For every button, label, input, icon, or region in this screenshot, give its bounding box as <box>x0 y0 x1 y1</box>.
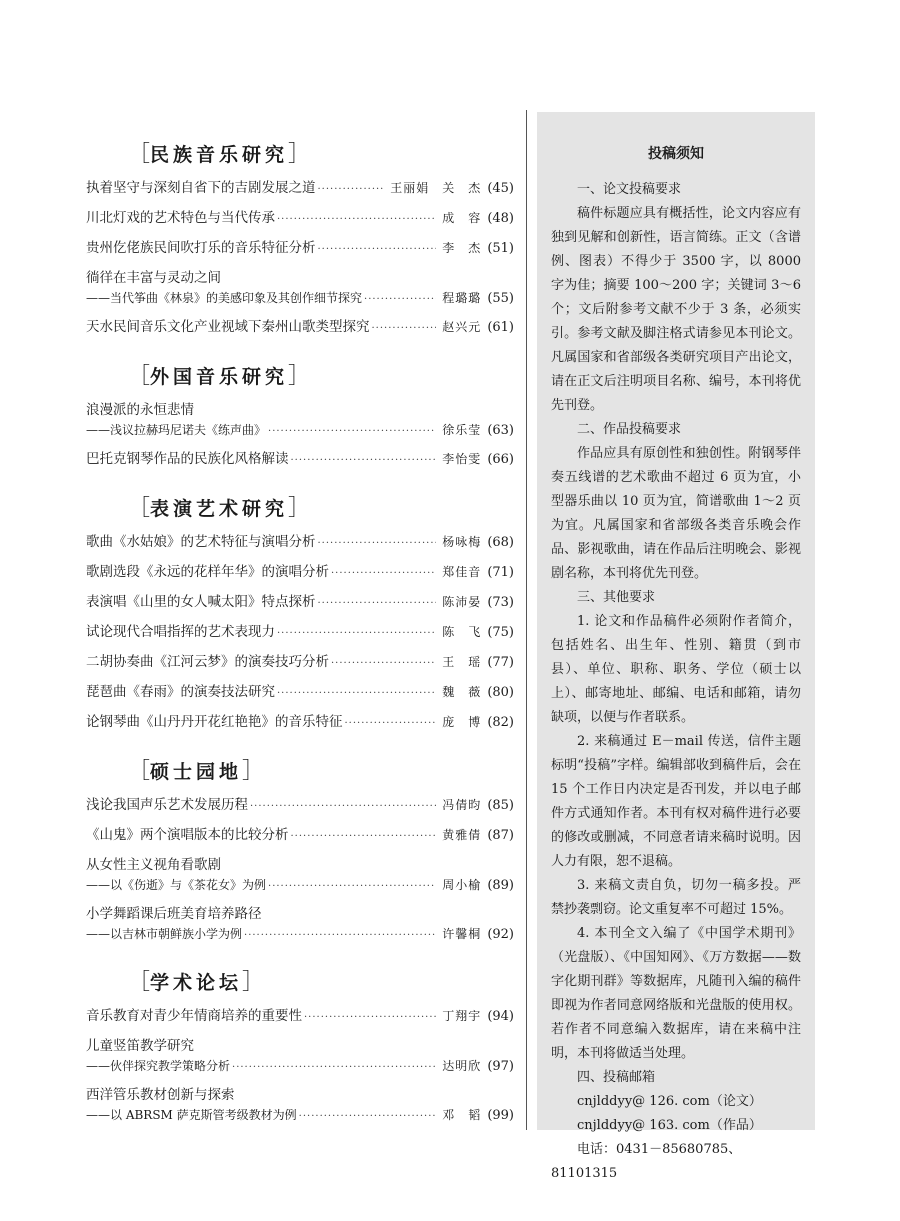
bracket-open-icon: ［ <box>128 496 151 521</box>
leader-dots <box>268 422 436 441</box>
entry-title: 贵州仡佬族民间吹打乐的音乐特征分析 <box>86 240 316 256</box>
entry-author: 冯倩昀 <box>442 798 482 812</box>
notice-heading: 一、论文投稿要求 <box>577 182 682 197</box>
leader-dots <box>268 877 436 896</box>
entry-title: 执着坚守与深刻自省下的吉剧发展之道 <box>86 180 316 196</box>
toc-entry <box>86 1085 514 1125</box>
notice-paragraph: 稿件标题应具有概括性，论文内容应有独到见解和创新性，语言简练。正文（含谱例、图表）不得少于 3500 字，以 8000 字为佳；摘要 100～200 字；关键词 3～6 个；文后附参考文献不少于 3 条，必须实引。参考文献及脚注格式请参见本刊论文。凡属国家和省部级各类研究项目产出论文，请在正文后注明项目名称、编号，本刊将优先刊登。 <box>551 206 801 413</box>
entry-author: 李 杰 <box>442 241 482 255</box>
entry-page: (71) <box>487 565 514 580</box>
leader-dots <box>291 450 437 471</box>
section-title-text: 学术论坛 <box>150 972 243 994</box>
toc-entry <box>86 622 514 643</box>
toc-section <box>86 494 514 733</box>
entry-page: (68) <box>487 535 514 550</box>
section-title-text: 外国音乐研究 <box>150 366 289 388</box>
entry-title: 川北灯戏的艺术特色与当代传承 <box>86 210 275 226</box>
toc-entry <box>86 400 514 440</box>
section-title <box>128 494 514 526</box>
entry-page: (51) <box>487 241 514 256</box>
entry-page: (45) <box>487 181 514 196</box>
section-title <box>128 140 514 172</box>
column-divider <box>526 110 527 1130</box>
leader-dots <box>244 926 436 945</box>
entry-title: 歌剧选段《永远的花样年华》的演唱分析 <box>86 564 329 580</box>
entry-subtitle: ——当代筝曲《林泉》的美感印象及其创作细节探究 <box>86 291 363 305</box>
entry-author: 李怡雯 <box>442 452 482 466</box>
toc-entry <box>86 208 514 229</box>
bracket-open-icon: ［ <box>128 142 151 167</box>
entry-title: 音乐教育对青少年情商培养的重要性 <box>86 1008 302 1024</box>
entry-page: (82) <box>487 715 514 730</box>
entry-author: 达明欣 <box>442 1059 482 1073</box>
leader-dots <box>331 653 436 674</box>
entry-page: (97) <box>487 1059 514 1074</box>
entry-title: 小学舞蹈课后班美育培养路径 <box>86 906 262 922</box>
leader-dots <box>250 796 436 817</box>
leader-dots <box>318 179 385 200</box>
entry-title: 儿童竖笛教学研究 <box>86 1038 194 1054</box>
notice-body <box>551 178 801 1186</box>
leader-dots <box>304 1007 436 1028</box>
toc-entry <box>86 178 514 199</box>
notice-paragraph: 3. 来稿文责自负，切勿一稿多投。严禁抄袭剽窃。论文重复率不可超过 15%。 <box>551 878 801 917</box>
entry-page: (66) <box>487 452 514 467</box>
toc-section <box>86 140 514 338</box>
entry-page: (89) <box>487 878 514 893</box>
entry-page: (80) <box>487 685 514 700</box>
entry-title: 从女性主义视角看歌剧 <box>86 857 221 873</box>
table-of-contents <box>86 140 514 1134</box>
entry-author: 赵兴元 <box>442 320 482 334</box>
entry-author: 郑佳音 <box>442 565 482 579</box>
leader-dots <box>299 1107 437 1126</box>
entry-subtitle: ——浅议拉赫玛尼诺夫《练声曲》 <box>86 423 267 437</box>
notice-paragraph: 2. 来稿通过 E－mail 传送，信件主题标明“投稿”字样。编辑部收到稿件后，会在 15 个工作日内决定是否刊发，并以电子邮件方式通知作者。本刊有权对稿件进行必要的修改或删减，不同意者请来稿时说明。因人力有限，恕不退稿。 <box>551 734 801 869</box>
submission-notice <box>537 112 815 1181</box>
leader-dots <box>277 683 436 704</box>
entry-author: 成 容 <box>442 211 482 225</box>
entry-title: 徜徉在丰富与灵动之间 <box>86 270 221 286</box>
entry-page: (77) <box>487 655 514 670</box>
leader-dots <box>372 318 437 339</box>
notice-contact-line: 电话：0431－85680785、81101315 <box>551 1142 742 1181</box>
bracket-open-icon: ［ <box>128 759 151 784</box>
entry-subtitle: ——以 ABRSM 萨克斯管考级教材为例 <box>86 1108 297 1122</box>
entry-author: 黄雅倩 <box>442 828 482 842</box>
toc-entry <box>86 449 514 470</box>
section-title-text: 表演艺术研究 <box>150 498 289 520</box>
entry-subtitle: ——以《伤逝》与《茶花女》为例 <box>86 878 267 892</box>
bracket-open-icon: ［ <box>128 970 151 995</box>
section-title-text: 硕士园地 <box>150 761 243 783</box>
bracket-close-icon: ］ <box>288 364 311 389</box>
notice-title: 投稿须知 <box>648 146 704 162</box>
entry-page: (63) <box>487 423 514 438</box>
entry-page: (55) <box>487 291 514 306</box>
entry-title: 浅论我国声乐艺术发展历程 <box>86 797 248 813</box>
bracket-open-icon: ［ <box>128 364 151 389</box>
entry-page: (87) <box>487 828 514 843</box>
leader-dots <box>291 826 437 847</box>
entry-title: 试论现代合唱指挥的艺术表现力 <box>86 624 275 640</box>
entry-author: 周小榆 <box>442 878 482 892</box>
toc-entry <box>86 1036 514 1076</box>
notice-paragraph: 4. 本刊全文入编了《中国学术期刊》（光盘版）、《中国知网》、《万方数据——数字化期刊群》等数据库，凡随刊入编的稿件即视为作者同意网络版和光盘版的使用权。若作者不同意编入数据库，请在来稿中注明，本刊将做适当处理。 <box>551 926 801 1061</box>
toc-section <box>86 362 514 470</box>
toc-section <box>86 757 514 944</box>
notice-heading: 四、投稿邮箱 <box>577 1070 656 1085</box>
toc-entry <box>86 532 514 553</box>
entry-author: 陈 飞 <box>442 625 482 639</box>
toc-entry <box>86 592 514 613</box>
entry-page: (85) <box>487 798 514 813</box>
entry-title: 巴托克钢琴作品的民族化风格解读 <box>86 451 289 467</box>
toc-entry <box>86 652 514 673</box>
section-title <box>128 757 514 789</box>
toc-entry <box>86 855 514 895</box>
notice-contact-line: cnjlddyy@ 126. com（论文） <box>577 1094 762 1109</box>
entry-page: (92) <box>487 927 514 942</box>
entry-title: 《山鬼》两个演唱版本的比较分析 <box>86 827 289 843</box>
entry-author: 王 瑶 <box>442 655 482 669</box>
notice-heading: 三、其他要求 <box>577 590 656 605</box>
notice-paragraph: 1. 论文和作品稿件必须附作者简介，包括姓名、出生年、性别、籍贯（到市县）、单位、职称、职务、学位（硕士以上）、邮寄地址、邮编、电话和邮箱，请勿缺项，以便与作者联系。 <box>551 614 801 725</box>
toc-entry <box>86 1006 514 1027</box>
entry-title: 西洋管乐教材创新与探索 <box>86 1087 235 1103</box>
toc-entry <box>86 795 514 816</box>
section-title <box>128 968 514 1000</box>
bracket-close-icon: ］ <box>242 970 265 995</box>
entry-page: (73) <box>487 595 514 610</box>
entry-author: 杨咏梅 <box>442 535 482 549</box>
entry-author: 王丽娟 关 杰 <box>390 181 482 195</box>
toc-entry <box>86 317 514 338</box>
entry-author: 陈沛晏 <box>442 595 482 609</box>
toc-entry <box>86 712 514 733</box>
toc-entry <box>86 562 514 583</box>
entry-author: 魏 薇 <box>442 685 482 699</box>
toc-entry <box>86 268 514 308</box>
entry-title: 论钢琴曲《山丹丹开花红艳艳》的音乐特征 <box>86 714 343 730</box>
bracket-close-icon: ］ <box>288 496 311 521</box>
entry-author: 庞 博 <box>442 715 482 729</box>
toc-entry <box>86 825 514 846</box>
entry-title: 二胡协奏曲《江河云梦》的演奏技巧分析 <box>86 654 329 670</box>
leader-dots <box>232 1058 436 1077</box>
leader-dots <box>364 290 436 309</box>
toc-entry <box>86 904 514 944</box>
toc-section <box>86 968 514 1125</box>
leader-dots <box>277 209 436 230</box>
entry-author: 程璐璐 <box>442 291 482 305</box>
section-title <box>128 362 514 394</box>
section-title-text: 民族音乐研究 <box>150 144 289 166</box>
notice-contact-line: cnjlddyy@ 163. com（作品） <box>577 1118 762 1133</box>
leader-dots <box>277 623 436 644</box>
bracket-close-icon: ］ <box>288 142 311 167</box>
entry-author: 邓 韬 <box>442 1108 482 1122</box>
entry-author: 丁翔宇 <box>442 1009 482 1023</box>
entry-title: 歌曲《水姑娘》的艺术特征与演唱分析 <box>86 534 316 550</box>
entry-title: 琵琶曲《春雨》的演奏技法研究 <box>86 684 275 700</box>
notice-paragraph: 作品应具有原创性和独创性。附钢琴伴奏五线谱的艺术歌曲不超过 6 页为宜，小型器乐曲以 10 页为宜，简谱歌曲 1～2 页为宜。凡属国家和省部级各类音乐晚会作品、影视歌曲，请在作品后注明晚会、影视剧名称，本刊将优先刊登。 <box>551 446 801 581</box>
notice-heading: 二、作品投稿要求 <box>577 422 682 437</box>
leader-dots <box>318 593 437 614</box>
entry-page: (61) <box>487 320 514 335</box>
entry-subtitle: ——伙伴探究教学策略分析 <box>86 1059 231 1073</box>
leader-dots <box>331 563 436 584</box>
entry-author: 许馨桐 <box>442 927 482 941</box>
leader-dots <box>345 713 437 734</box>
entry-title: 浪漫派的永恒悲情 <box>86 402 194 418</box>
toc-entry <box>86 238 514 259</box>
entry-page: (48) <box>487 211 514 226</box>
bracket-close-icon: ］ <box>242 759 265 784</box>
leader-dots <box>318 533 437 554</box>
entry-title: 表演唱《山里的女人喊太阳》特点探析 <box>86 594 316 610</box>
entry-author: 徐乐莹 <box>442 423 482 437</box>
entry-subtitle: ——以吉林市朝鲜族小学为例 <box>86 927 243 941</box>
entry-title: 天水民间音乐文化产业视域下秦州山歌类型探究 <box>86 319 370 335</box>
toc-entry <box>86 682 514 703</box>
entry-page: (99) <box>487 1108 514 1123</box>
leader-dots <box>318 239 437 260</box>
entry-page: (94) <box>487 1009 514 1024</box>
entry-page: (75) <box>487 625 514 640</box>
